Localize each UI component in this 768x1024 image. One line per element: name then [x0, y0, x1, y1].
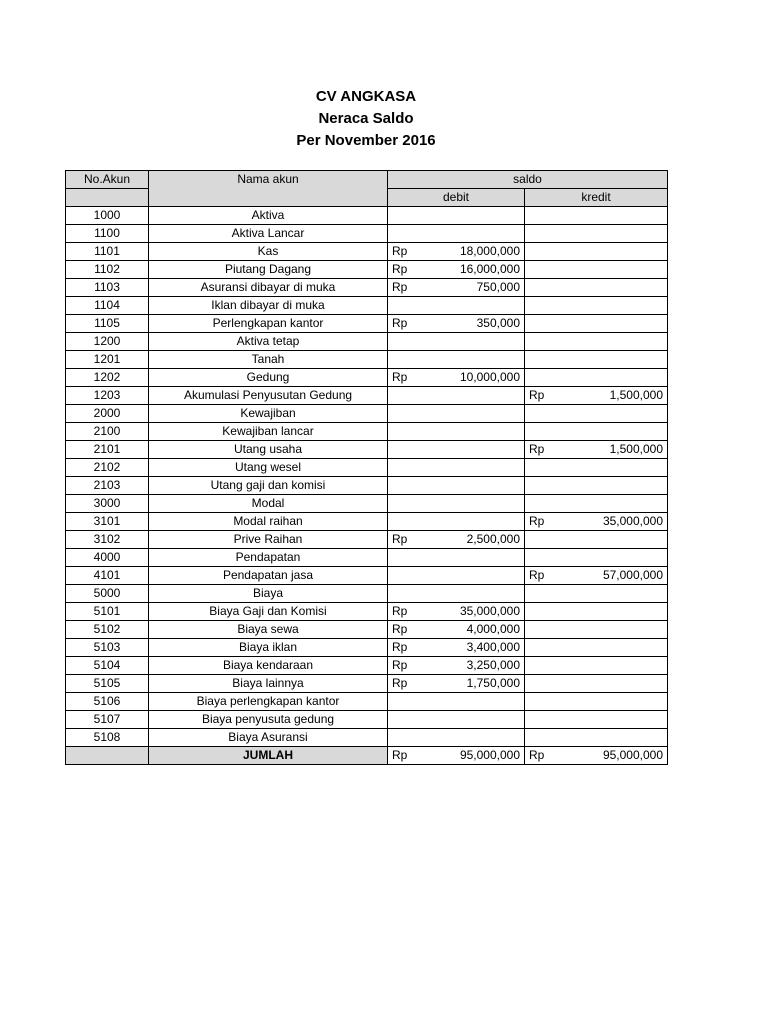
account-number: 1000: [66, 207, 149, 225]
account-number: 5104: [66, 657, 149, 675]
account-name: Aktiva: [149, 207, 388, 225]
header-nama-akun: Nama akun: [149, 171, 388, 207]
currency-label: Rp: [392, 262, 408, 276]
account-name: Aktiva Lancar: [149, 225, 388, 243]
debit-cell: [388, 405, 525, 423]
account-name: Utang gaji dan komisi: [149, 477, 388, 495]
kredit-cell: [525, 477, 668, 495]
debit-cell: [388, 711, 525, 729]
account-number: 5101: [66, 603, 149, 621]
table-row: [66, 369, 668, 387]
kredit-cell: [525, 621, 668, 639]
account-number: 5107: [66, 711, 149, 729]
currency-label: Rp: [529, 748, 545, 762]
debit-amount: 3,250,000: [466, 658, 520, 672]
account-name: Kewajiban: [149, 405, 388, 423]
debit-amount: 10,000,000: [459, 370, 520, 384]
account-name: Piutang Dagang: [149, 261, 388, 279]
debit-amount: 350,000: [476, 316, 520, 330]
account-number: 1100: [66, 225, 149, 243]
kredit-cell: [525, 675, 668, 693]
currency-label: Rp: [392, 316, 408, 330]
kredit-cell: [525, 243, 668, 261]
account-name: Biaya perlengkapan kantor: [149, 693, 388, 711]
account-number: 5000: [66, 585, 149, 603]
debit-cell: [388, 387, 525, 405]
debit-cell: [388, 279, 525, 297]
account-name: Akumulasi Penyusutan Gedung: [149, 387, 388, 405]
account-number: 1104: [66, 297, 149, 315]
currency-label: Rp: [392, 532, 408, 546]
kredit-cell: [525, 369, 668, 387]
header-kredit: kredit: [525, 189, 668, 207]
kredit-cell: [525, 603, 668, 621]
currency-label: Rp: [392, 244, 408, 258]
account-number: 2000: [66, 405, 149, 423]
table-row: [66, 333, 668, 351]
total-kredit-amount: 95,000,000: [602, 748, 663, 762]
account-name: Biaya Asuransi: [149, 729, 388, 747]
table-row: [66, 405, 668, 423]
currency-label: Rp: [392, 676, 408, 690]
account-name: Perlengkapan kantor: [149, 315, 388, 333]
kredit-cell: [525, 711, 668, 729]
total-no-akun-blank: [66, 747, 149, 765]
account-name: Biaya Gaji dan Komisi: [149, 603, 388, 621]
total-label: JUMLAH: [149, 747, 388, 765]
currency-label: Rp: [392, 748, 408, 762]
kredit-amount: 1,500,000: [609, 388, 663, 402]
account-name: Biaya: [149, 585, 388, 603]
debit-cell: [388, 567, 525, 585]
debit-amount: 35,000,000: [459, 604, 520, 618]
account-name: Utang wesel: [149, 459, 388, 477]
account-name: Biaya penyusuta gedung: [149, 711, 388, 729]
currency-label: Rp: [392, 604, 408, 618]
debit-amount: 1,750,000: [466, 676, 520, 690]
kredit-cell: [525, 423, 668, 441]
debit-cell: [388, 441, 525, 459]
debit-cell: [388, 225, 525, 243]
account-number: 5108: [66, 729, 149, 747]
account-number: 3102: [66, 531, 149, 549]
account-number: 1203: [66, 387, 149, 405]
account-number: 3101: [66, 513, 149, 531]
total-kredit-cell: [525, 747, 668, 765]
account-number: 2100: [66, 423, 149, 441]
account-name: Biaya sewa: [149, 621, 388, 639]
trial-balance-table: [65, 170, 668, 765]
account-name: Biaya lainnya: [149, 675, 388, 693]
total-debit-cell: [388, 747, 525, 765]
kredit-cell: [525, 657, 668, 675]
table-row: [66, 459, 668, 477]
company-name: CV ANGKASA: [315, 88, 417, 105]
header-saldo: saldo: [388, 171, 668, 189]
kredit-cell: [525, 729, 668, 747]
report-period: Per November 2016: [296, 132, 436, 149]
header-debit: debit: [388, 189, 525, 207]
debit-cell: [388, 261, 525, 279]
account-number: 4101: [66, 567, 149, 585]
debit-cell: [388, 333, 525, 351]
account-name: Asuransi dibayar di muka: [149, 279, 388, 297]
table-row: [66, 315, 668, 333]
kredit-cell: [525, 513, 668, 531]
debit-amount: 4,000,000: [466, 622, 520, 636]
debit-cell: [388, 621, 525, 639]
debit-amount: 18,000,000: [459, 244, 520, 258]
kredit-cell: [525, 495, 668, 513]
kredit-cell: [525, 549, 668, 567]
table-row: [66, 675, 668, 693]
kredit-cell: [525, 207, 668, 225]
account-number: 2103: [66, 477, 149, 495]
table-row: [66, 225, 668, 243]
account-number: 5102: [66, 621, 149, 639]
table-row: [66, 243, 668, 261]
total-row: [66, 747, 668, 765]
debit-cell: [388, 513, 525, 531]
debit-cell: [388, 495, 525, 513]
debit-amount: 2,500,000: [466, 532, 520, 546]
table-row: [66, 639, 668, 657]
debit-cell: [388, 297, 525, 315]
table-row: [66, 567, 668, 585]
table-row: [66, 549, 668, 567]
account-name: Kas: [149, 243, 388, 261]
account-name: Iklan dibayar di muka: [149, 297, 388, 315]
currency-label: Rp: [529, 442, 545, 456]
debit-cell: [388, 423, 525, 441]
table-row: [66, 657, 668, 675]
kredit-cell: [525, 333, 668, 351]
account-number: 5106: [66, 693, 149, 711]
currency-label: Rp: [529, 568, 545, 582]
kredit-cell: [525, 225, 668, 243]
kredit-cell: [525, 279, 668, 297]
currency-label: Rp: [392, 622, 408, 636]
table-row: [66, 423, 668, 441]
table-row: [66, 297, 668, 315]
debit-cell: [388, 459, 525, 477]
account-number: 2102: [66, 459, 149, 477]
kredit-amount: 1,500,000: [609, 442, 663, 456]
total-debit-amount: 95,000,000: [459, 748, 520, 762]
kredit-cell: [525, 441, 668, 459]
debit-cell: [388, 693, 525, 711]
account-name: Kewajiban lancar: [149, 423, 388, 441]
debit-cell: [388, 603, 525, 621]
account-name: Modal raihan: [149, 513, 388, 531]
table-row: [66, 693, 668, 711]
debit-cell: [388, 477, 525, 495]
report-title-block: [0, 86, 732, 152]
debit-cell: [388, 243, 525, 261]
debit-cell: [388, 315, 525, 333]
debit-amount: 3,400,000: [466, 640, 520, 654]
table-row: [66, 711, 668, 729]
debit-cell: [388, 675, 525, 693]
account-number: 1201: [66, 351, 149, 369]
debit-cell: [388, 639, 525, 657]
debit-cell: [388, 531, 525, 549]
account-number: 5103: [66, 639, 149, 657]
kredit-cell: [525, 639, 668, 657]
account-name: Biaya iklan: [149, 639, 388, 657]
table-row: [66, 279, 668, 297]
kredit-cell: [525, 693, 668, 711]
currency-label: Rp: [392, 640, 408, 654]
account-number: 1101: [66, 243, 149, 261]
kredit-cell: [525, 459, 668, 477]
debit-cell: [388, 585, 525, 603]
currency-label: Rp: [392, 280, 408, 294]
account-number: 4000: [66, 549, 149, 567]
account-number: 1202: [66, 369, 149, 387]
account-number: 1105: [66, 315, 149, 333]
kredit-cell: [525, 387, 668, 405]
account-number: 5105: [66, 675, 149, 693]
account-name: Modal: [149, 495, 388, 513]
kredit-cell: [525, 585, 668, 603]
table-row: [66, 513, 668, 531]
account-number: 2101: [66, 441, 149, 459]
report-name: Neraca Saldo: [318, 110, 414, 127]
debit-cell: [388, 207, 525, 225]
table-row: [66, 387, 668, 405]
account-name: Tanah: [149, 351, 388, 369]
currency-label: Rp: [529, 514, 545, 528]
kredit-cell: [525, 567, 668, 585]
header-no-akun: No.Akun: [66, 171, 149, 189]
account-name: Utang usaha: [149, 441, 388, 459]
currency-label: Rp: [529, 388, 545, 402]
table-row: [66, 261, 668, 279]
header-row-1: [66, 171, 668, 189]
account-number: 3000: [66, 495, 149, 513]
table-row: [66, 495, 668, 513]
debit-cell: [388, 729, 525, 747]
account-number: 1103: [66, 279, 149, 297]
account-name: Biaya kendaraan: [149, 657, 388, 675]
table-row: [66, 585, 668, 603]
account-name: Aktiva tetap: [149, 333, 388, 351]
debit-cell: [388, 369, 525, 387]
account-number: 1102: [66, 261, 149, 279]
kredit-amount: 57,000,000: [602, 568, 663, 582]
debit-cell: [388, 549, 525, 567]
table-row: [66, 531, 668, 549]
table-row: [66, 729, 668, 747]
kredit-cell: [525, 351, 668, 369]
kredit-cell: [525, 315, 668, 333]
table-row: [66, 207, 668, 225]
table-row: [66, 621, 668, 639]
currency-label: Rp: [392, 658, 408, 672]
account-number: 1200: [66, 333, 149, 351]
header-no-akun-blank: [66, 189, 149, 207]
debit-amount: 16,000,000: [459, 262, 520, 276]
kredit-cell: [525, 405, 668, 423]
account-name: Pendapatan: [149, 549, 388, 567]
account-name: Gedung: [149, 369, 388, 387]
currency-label: Rp: [392, 370, 408, 384]
table-row: [66, 441, 668, 459]
table-row: [66, 477, 668, 495]
kredit-amount: 35,000,000: [602, 514, 663, 528]
kredit-cell: [525, 297, 668, 315]
account-name: Pendapatan jasa: [149, 567, 388, 585]
kredit-cell: [525, 531, 668, 549]
table-row: [66, 351, 668, 369]
account-name: Prive Raihan: [149, 531, 388, 549]
table-row: [66, 603, 668, 621]
kredit-cell: [525, 261, 668, 279]
debit-amount: 750,000: [476, 280, 520, 294]
debit-cell: [388, 351, 525, 369]
debit-cell: [388, 657, 525, 675]
